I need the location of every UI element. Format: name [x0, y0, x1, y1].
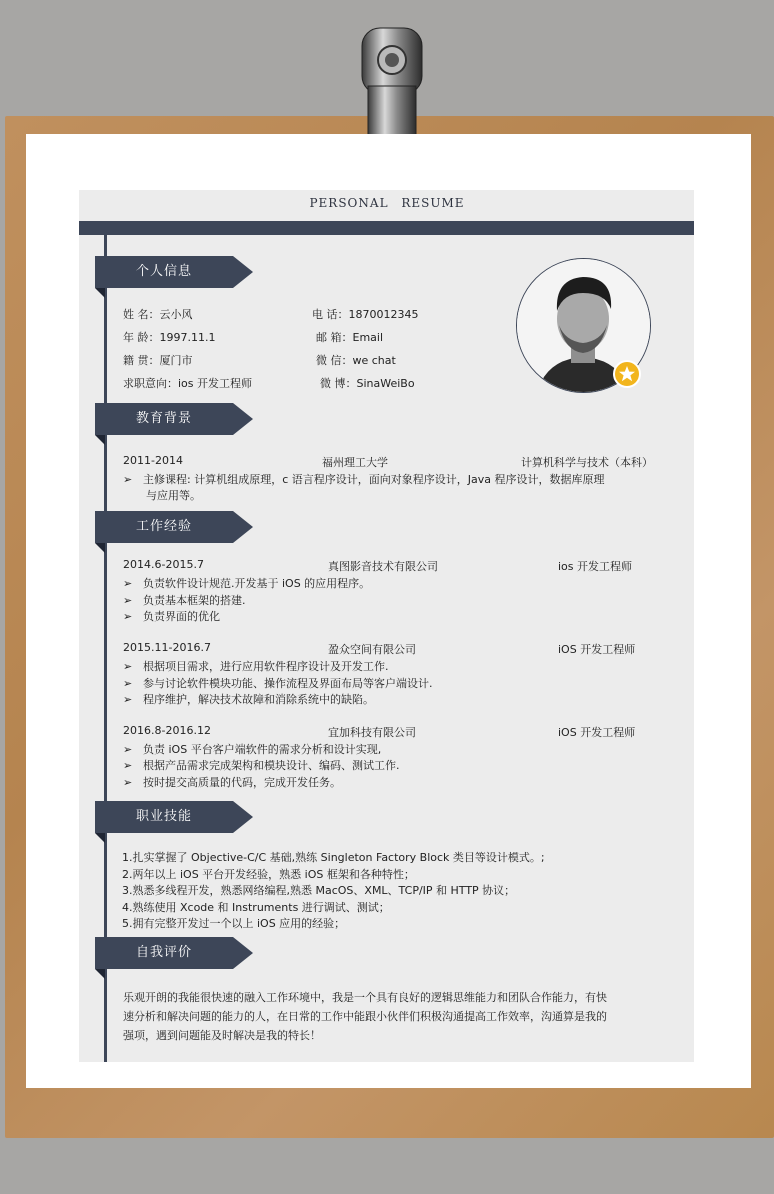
duty-text: 按时提交高质量的代码，完成开发任务。 — [143, 776, 341, 789]
job1-position: ios 开发工程师 — [558, 560, 633, 573]
job2-period: 2015.11-2016.7 — [123, 641, 211, 654]
edu-major: 计算机科学与技术（本科） — [521, 456, 653, 469]
job3-position: iOS 开发工程师 — [558, 726, 636, 739]
bullet-arrow-icon: ➢ — [123, 473, 133, 486]
resume-title: PERSONAL RESUME — [309, 196, 465, 210]
section-personal-label: 个人信息 — [135, 264, 192, 279]
bullet-arrow-icon: ➢ — [123, 594, 133, 607]
list-item — [123, 757, 400, 773]
duty-text: 负责 iOS 平台客户端软件的需求分析和设计实现, — [143, 743, 382, 756]
duty-text: 程序维护，解决技术故障和消除系统中的缺陷。 — [143, 693, 374, 706]
self-eval-line: 强项，遇到问题能及时解决是我的特长！ — [123, 1029, 321, 1042]
duty-text: 负责界面的优化 — [143, 610, 220, 623]
info-wechat: 微 信：we chat — [316, 354, 396, 367]
info-age: 年 龄：1997.11.1 — [123, 331, 216, 344]
self-eval-line: 速分析和解决问题的能力的人，在日常的工作中能跟小伙伴们积极沟通提高工作效率，沟通算是我的 — [123, 1010, 607, 1023]
bullet-arrow-icon: ➢ — [123, 693, 133, 706]
edu-school: 福州理工大学 — [322, 456, 388, 469]
star-badge-icon — [613, 360, 641, 388]
list-item — [123, 774, 341, 790]
section-personal-header — [95, 256, 253, 288]
job1-period: 2014.6-2015.7 — [123, 558, 204, 571]
list-item — [123, 608, 220, 624]
section-work-label: 工作经验 — [135, 519, 192, 534]
bullet-arrow-icon: ➢ — [123, 759, 133, 772]
skill-item: 2.两年以上 iOS 平台开发经验，熟悉 iOS 框架和各种特性； — [122, 868, 415, 881]
list-item — [123, 741, 381, 757]
section-work-header — [95, 511, 253, 543]
bullet-arrow-icon: ➢ — [123, 677, 133, 690]
skill-item: 3.熟悉多线程开发，熟悉网络编程,熟悉 MacOS、XML、TCP/IP 和 HTTP 协议； — [122, 884, 516, 897]
self-eval-line: 乐观开朗的我能很快速的融入工作环境中，我是一个具有良好的逻辑思维能力和团队合作能力，有快 — [123, 991, 607, 1004]
bullet-arrow-icon: ➢ — [123, 743, 133, 756]
duty-text: 负责基本框架的搭建. — [143, 594, 246, 607]
job3-company: 宜加科技有限公司 — [328, 726, 416, 739]
job1-company: 真图影音技术有限公司 — [328, 560, 438, 573]
bullet-arrow-icon: ➢ — [123, 610, 133, 623]
section-education-label: 教育背景 — [135, 411, 192, 426]
duty-text: 负责软件设计规范.开发基于 iOS 的应用程序。 — [143, 577, 371, 590]
section-self-eval-header — [95, 937, 253, 969]
edu-period: 2011-2014 — [123, 454, 183, 467]
list-item — [123, 592, 246, 608]
duty-text: 根据产品需求完成架构和模块设计、编码、测试工作. — [143, 759, 400, 772]
info-name: 姓 名：云小风 — [123, 308, 193, 321]
skill-item: 1.扎实掌握了 Objective-C/C 基础,熟练 Singleton Factory Block 类目等设计模式。; — [122, 851, 545, 864]
list-item — [123, 575, 370, 591]
info-origin: 籍 贯：厦门市 — [123, 354, 193, 367]
job3-period: 2016.8-2016.12 — [123, 724, 211, 737]
section-self-eval-label: 自我评价 — [135, 945, 192, 960]
skill-item: 4.熟练使用 Xcode 和 Instruments 进行调试、测试； — [122, 901, 390, 914]
section-skills-header — [95, 801, 253, 833]
section-education-header — [95, 403, 253, 435]
info-phone: 电 话：1870012345 — [312, 308, 419, 321]
edu-course-text: 主修课程: 计算机组成原理，c 语言程序设计，面向对象程序设计，Java 程序设计，数据库原理 — [143, 473, 605, 486]
list-item — [123, 658, 389, 674]
section-skills-label: 职业技能 — [135, 809, 192, 824]
job2-company: 盈众空间有限公司 — [328, 643, 416, 656]
info-weibo: 微 博：SinaWeiBo — [320, 377, 415, 390]
job2-position: iOS 开发工程师 — [558, 643, 636, 656]
bullet-arrow-icon: ➢ — [123, 577, 133, 590]
bullet-arrow-icon: ➢ — [123, 776, 133, 789]
bullet-arrow-icon: ➢ — [123, 660, 133, 673]
info-objective: 求职意向：ios 开发工程师 — [123, 377, 253, 390]
list-item — [123, 675, 433, 691]
duty-text: 根据项目需求，进行应用软件程序设计及开发工作. — [143, 660, 389, 673]
duty-text: 参与讨论软件模块功能、操作流程及界面布局等客户端设计. — [143, 677, 433, 690]
list-item — [123, 691, 374, 707]
header-bar — [79, 221, 694, 235]
skill-item: 5.拥有完整开发过一个以上 iOS 应用的经验； — [122, 917, 346, 930]
info-email: 邮 箱：Email — [316, 331, 384, 344]
edu-course — [123, 471, 604, 487]
edu-course-cont: 与应用等。 — [146, 489, 201, 502]
